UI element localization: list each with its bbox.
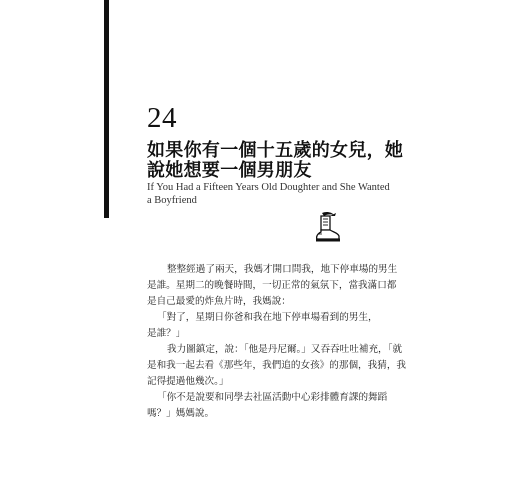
body-line: 是自己最愛的炸魚片時，我媽說： xyxy=(147,296,291,307)
chapter-title xyxy=(147,140,404,181)
body-text xyxy=(147,262,407,422)
body-line: 嗎？」媽媽說。 xyxy=(147,408,215,419)
body-line: 「你不是說要和同學去社區活動中心彩排體育課的舞蹈 xyxy=(157,392,388,403)
chapter-number: 24 xyxy=(147,102,177,134)
chapter-title-line-2: 說她想要一個男朋友 xyxy=(147,160,312,181)
chapter-side-bar xyxy=(104,0,109,218)
body-line: 記得提過他幾次。」 xyxy=(147,376,229,387)
english-title-line-2: a Boyfriend xyxy=(147,195,197,206)
body-line: 是誰？」 xyxy=(147,328,186,339)
english-title-line-1: If You Had a Fifteen Years Old Doughter and She Wanted xyxy=(147,182,390,193)
chapter-title-line-1: 如果你有一個十五歲的女兒，她 xyxy=(147,140,404,161)
chapter-english-title xyxy=(147,181,390,207)
body-line: 「對了，星期日你爸和我在地下停車場看到的男生， xyxy=(157,312,378,323)
body-line: 是誰。星期二的晚餐時間，一切正常的氣氛下，當我滿口都 xyxy=(147,280,397,291)
body-line: 我力圖鎮定，說：「他是丹尼爾。」又吞吞吐吐補充，「就 xyxy=(167,344,403,355)
boot-icon xyxy=(308,210,344,244)
body-line: 是和我一起去看《那些年，我們追的女孩》的那個，我猜，我 xyxy=(147,360,407,371)
body-line: 整整經過了兩天，我媽才開口問我，地下停車場的男生 xyxy=(167,264,398,275)
